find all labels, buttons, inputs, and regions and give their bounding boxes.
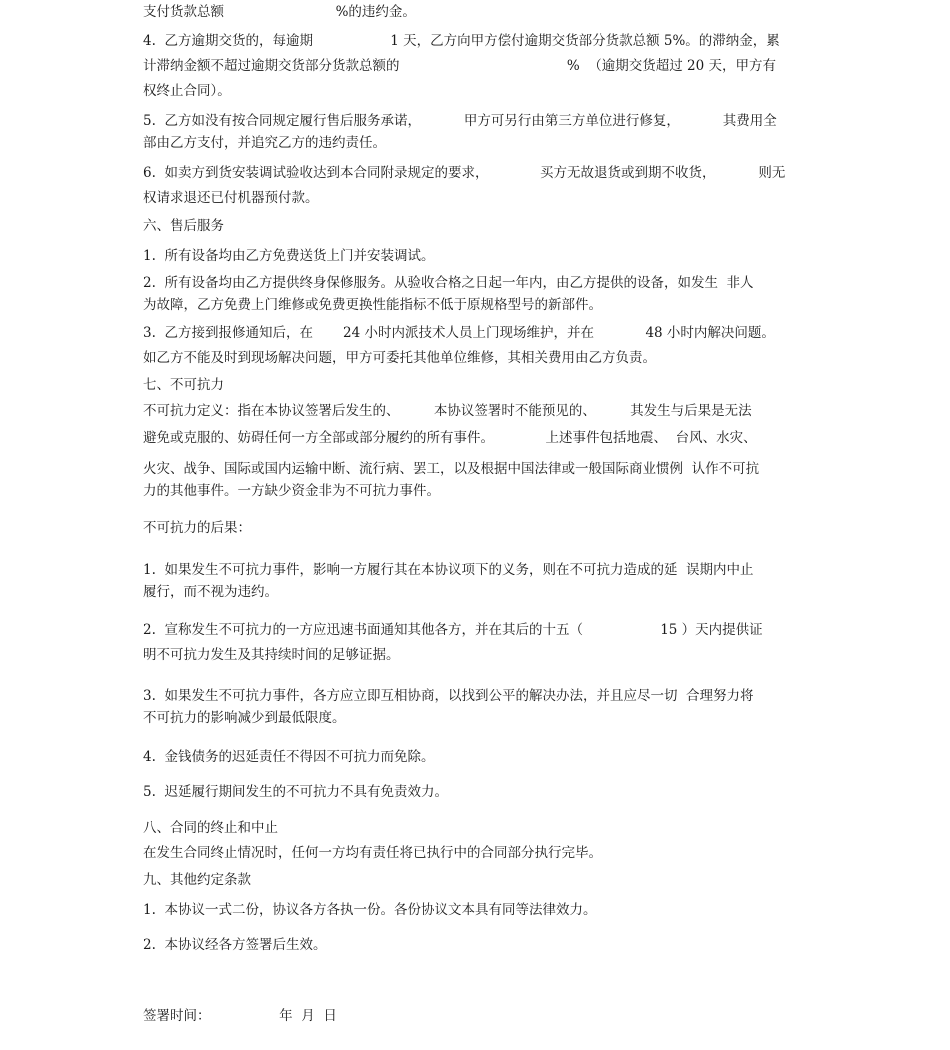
- section-heading-other-terms: 九、其他约定条款: [143, 872, 251, 888]
- consequence-item-4: 4. 金钱债务的迟延责任不得因不可抗力而免除。: [143, 749, 435, 765]
- after-sales-breach-clause-line-2: 部由乙方支付，并追究乙方的违约责任。: [143, 135, 386, 151]
- signing-date-line: 签署时间： 年 月 日: [143, 1008, 337, 1024]
- acceptance-clause-line-1: 6. 如卖方到货安装调试验收达到本合同附录规定的要求， 买方无故退货或到期不收货， 则无: [143, 165, 786, 181]
- after-sales-item-3-line-2: 如乙方不能及时到现场解决问题，甲方可委托其他单位维修，其相关费用由乙方负责。: [143, 350, 656, 366]
- force-majeure-definition-line-4: 力的其他事件。一方缺少资金非为不可抗力事件。: [143, 483, 440, 499]
- consequence-item-2-line-2: 明不可抗力发生及其持续时间的足够证据。: [143, 647, 400, 663]
- consequence-item-1-line-2: 履行，而不视为违约。: [143, 584, 278, 600]
- force-majeure-definition-line-1: 不可抗力定义：指在本协议签署后发生的、 本协议签署时不能预见的、 其发生与后果是无法: [143, 403, 752, 419]
- after-sales-item-2-line-1: 2. 所有设备均由乙方提供终身保修服务。从验收合格之日起一年内，由乙方提供的设备，如发生 非人: [143, 275, 754, 291]
- section-heading-after-sales: 六、售后服务: [143, 218, 224, 234]
- consequence-item-3-line-1: 3. 如果发生不可抗力事件，各方应立即互相协商，以找到公平的解决办法，并且应尽一切 合理努力将: [143, 688, 754, 704]
- after-sales-breach-clause-line-1: 5. 乙方如没有按合同规定履行售后服务承诺， 甲方可另行由第三方单位进行修复， 其费用全: [143, 113, 777, 129]
- penalty-clause-continuation: 支付货款总额 %的违约金。: [143, 4, 416, 20]
- force-majeure-consequences-heading: 不可抗力的后果：: [143, 520, 251, 536]
- acceptance-clause-line-2: 权请求退还已付机器预付款。: [143, 190, 319, 206]
- after-sales-item-1: 1. 所有设备均由乙方免费送货上门并安装调试。: [143, 248, 435, 264]
- section-heading-termination: 八、合同的终止和中止: [143, 820, 278, 836]
- section-heading-force-majeure: 七、不可抗力: [143, 377, 224, 393]
- other-terms-item-1: 1. 本协议一式二份，协议各方各执一份。各份协议文本具有同等法律效力。: [143, 902, 597, 918]
- late-delivery-clause-line-1: 4. 乙方逾期交货的，每逾期 1 天，乙方向甲方偿付逾期交货部分货款总额 5%。的滞纳金，累: [143, 33, 780, 49]
- late-delivery-clause-line-3: 权终止合同）。: [143, 83, 231, 99]
- force-majeure-definition-line-3: 火灾、战争、国际或国内运输中断、流行病、罢工，以及根据中国法律或一般国际商业惯例 认作不可抗: [143, 461, 760, 477]
- consequence-item-5: 5. 迟延履行期间发生的不可抗力不具有免责效力。: [143, 784, 448, 800]
- termination-clause: 在发生合同终止情况时，任何一方均有责任将已执行中的合同部分执行完毕。: [143, 845, 602, 861]
- consequence-item-3-line-2: 不可抗力的影响减少到最低限度。: [143, 710, 346, 726]
- after-sales-item-2-line-2: 为故障，乙方免费上门维修或免费更换性能指标不低于原规格型号的新部件。: [143, 297, 602, 313]
- late-delivery-clause-line-2: 计滞纳金额不超过逾期交货部分货款总额的 % （逾期交货超过 20 天，甲方有: [143, 58, 777, 74]
- after-sales-item-3-line-1: 3. 乙方接到报修通知后，在 24 小时内派技术人员上门现场维护，并在 48 小时内解决问题。: [143, 325, 775, 341]
- consequence-item-2-line-1: 2. 宣称发生不可抗力的一方应迅速书面通知其他各方，并在其后的十五（ 15 ）天内提供证: [143, 622, 763, 638]
- other-terms-item-2: 2. 本协议经各方签署后生效。: [143, 937, 327, 953]
- force-majeure-definition-line-2: 避免或克服的、妨碍任何一方全部或部分履约的所有事件。 上述事件包括地震、 台风、水灾、: [143, 430, 757, 446]
- consequence-item-1-line-1: 1. 如果发生不可抗力事件，影响一方履行其在本协议项下的义务，则在不可抗力造成的延 误期内中止: [143, 562, 754, 578]
